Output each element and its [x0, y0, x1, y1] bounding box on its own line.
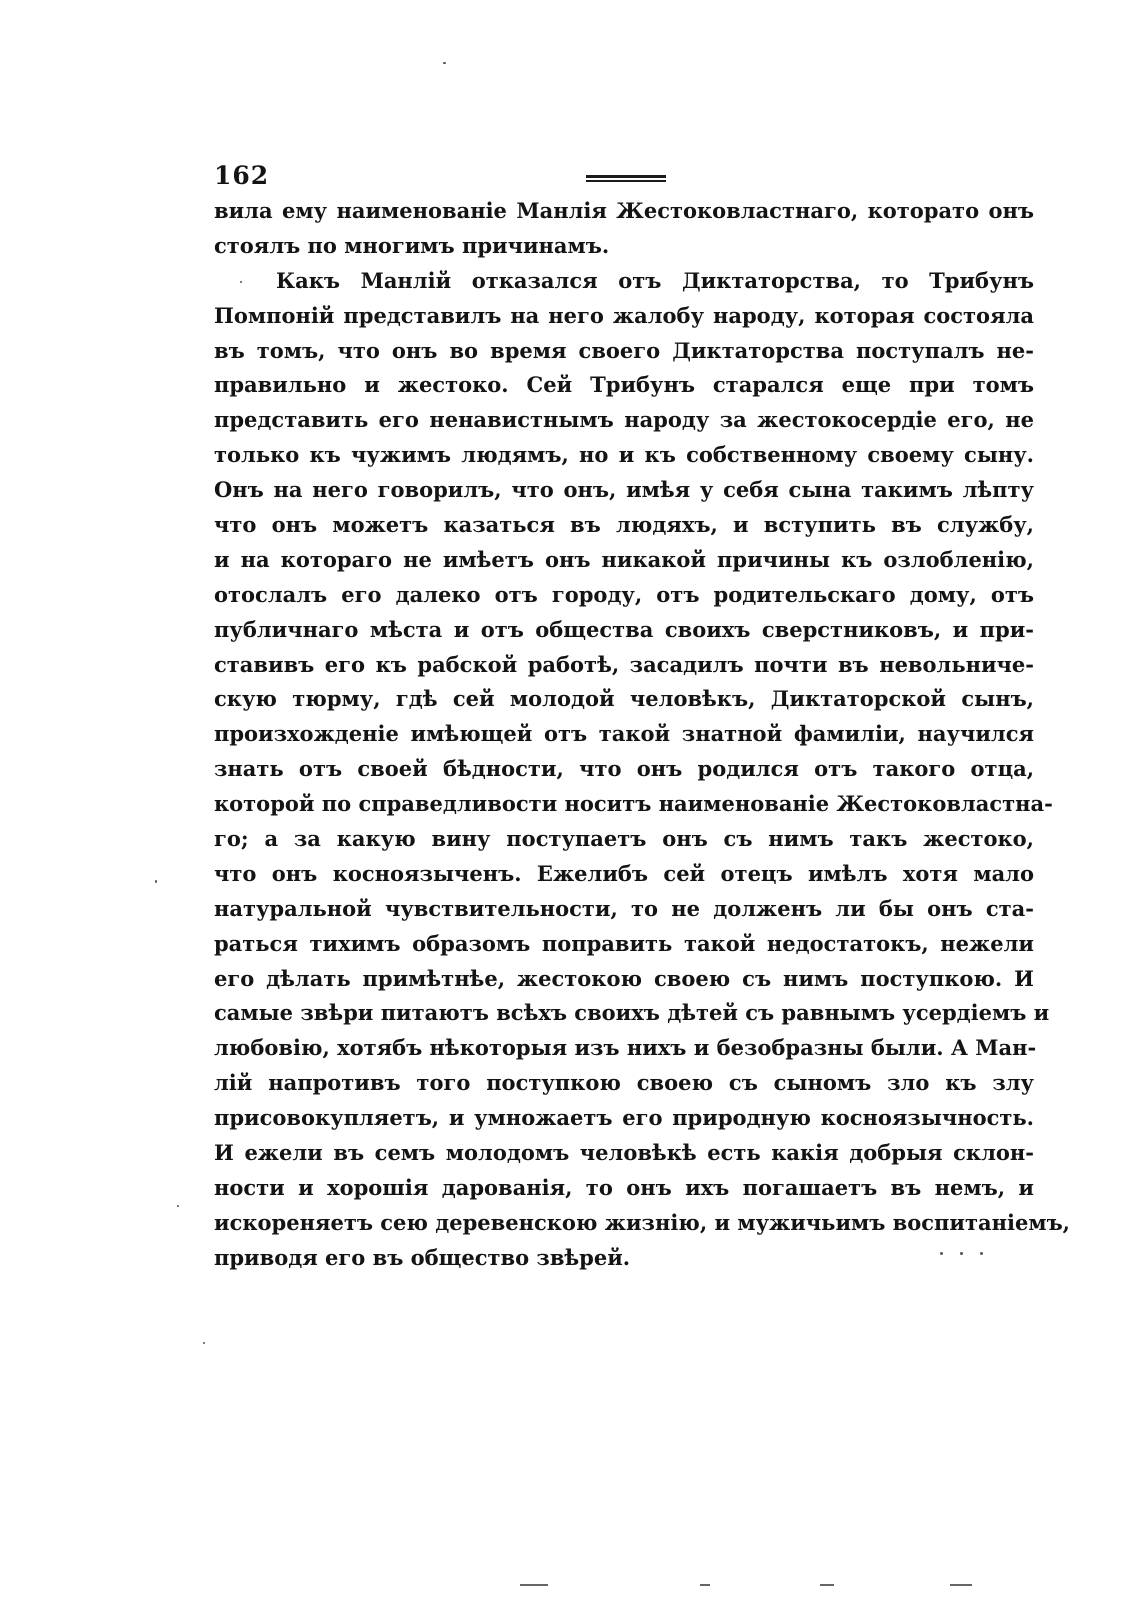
scan-speck — [203, 1342, 205, 1344]
text-line: публичнаго мѣста и отъ общества своихъ сверстниковъ, и при- — [214, 616, 1034, 642]
text-line: въ томъ, что онъ во время своего Диктаторства поступалъ не- — [214, 337, 1034, 363]
scan-speck — [240, 281, 242, 283]
text-line: которой по справедливости носитъ наименованіе Жестоковластна- — [214, 791, 1053, 817]
text-line: Помпоній представилъ на него жалобу народу, которая состояла — [214, 302, 1034, 328]
text-line: что онъ косноязыченъ. Ежелибъ сей отецъ имѣлъ хотя мало — [214, 860, 1034, 886]
text-line: лій напротивъ того поступкою своею съ сыномъ зло къ злу — [214, 1070, 1034, 1096]
footer-mark — [700, 1584, 710, 1586]
text-line: раться тихимъ образомъ поправить такой недостатокъ, нежели — [214, 930, 1034, 956]
header-ornament-rule — [586, 175, 666, 182]
text-line: вила ему наименованіе Манлія Жестоковластнаго, которато онъ — [214, 198, 1034, 223]
scan-speck — [980, 1252, 983, 1255]
text-line: Какъ Манлій отказался отъ Диктаторства, то Трибунъ — [276, 267, 1034, 293]
scan-speck — [960, 1252, 963, 1255]
text-line: го; а за какую вину поступаетъ онъ съ нимъ такъ жестоко, — [214, 826, 1034, 852]
footer-mark — [950, 1584, 972, 1586]
text-line: самые звѣри питаютъ всѣхъ своихъ дѣтей съ равнымъ усердіемъ и — [214, 1000, 1050, 1026]
text-line: знать отъ своей бѣдности, что онъ родился отъ такого отца, — [214, 756, 1034, 782]
text-line: что онъ можетъ казаться въ людяхъ, и вступить въ службу, — [214, 512, 1034, 538]
text-line: только къ чужимъ людямъ, но и къ собственному своему сыну. — [214, 442, 1034, 468]
page-footer-marks — [520, 1584, 990, 1588]
text-line: стоялъ по многимъ причинамъ. — [214, 232, 610, 258]
text-line: произхожденіе имѣющей отъ такой знатной фамиліи, научился — [214, 721, 1034, 747]
page-number: 162 — [214, 161, 270, 190]
text-line: и на котораго не имѣетъ онъ никакой причины къ озлобленію, — [214, 546, 1034, 572]
page-body-text — [214, 194, 1070, 1276]
text-line: любовію, хотябъ нѣкоторыя изъ нихъ и безобразны были. А Ман- — [214, 1035, 1037, 1061]
text-line: ности и хорошія дарованія, то онъ ихъ погашаетъ въ немъ, и — [214, 1174, 1034, 1200]
text-line: присовокупляетъ, и умножаетъ его природную косноязычность. — [214, 1105, 1034, 1131]
scan-speck — [177, 1205, 179, 1207]
text-line: представить его ненавистнымъ народу за жестокосердіе его, не — [214, 407, 1034, 433]
text-line: И ежели въ семъ молодомъ человѣкѣ есть какія добрыя склон- — [214, 1140, 1034, 1166]
text-line: искореняетъ сею деревенскою жизнію, и мужичьимъ воспитаніемъ, — [214, 1209, 1070, 1235]
text-line: приводя его въ общество звѣрей. — [214, 1244, 631, 1270]
footer-mark — [520, 1584, 548, 1586]
scan-speck — [155, 880, 157, 883]
text-line: отослалъ его далеко отъ городу, отъ родительскаго дому, отъ — [214, 581, 1034, 607]
page-header — [214, 161, 1034, 197]
text-line: его дѣлать примѣтнѣе, жестокою своею съ нимъ поступкою. И — [214, 965, 1034, 991]
text-line: натуральной чувствительности, то не долженъ ли бы онъ ста- — [214, 895, 1034, 921]
scan-speck — [443, 62, 446, 64]
text-line: правильно и жестоко. Сей Трибунъ старался еще при томъ — [214, 372, 1034, 398]
footer-mark — [820, 1584, 834, 1586]
text-line: Онъ на него говорилъ, что онъ, имѣя у себя сына такимъ лѣпту — [214, 477, 1034, 503]
scan-speck — [940, 1252, 943, 1255]
text-line: ставивъ его къ рабской работѣ, засадилъ почти въ невольниче- — [214, 651, 1034, 677]
text-line: скую тюрму, гдѣ сей молодой человѣкъ, Диктаторской сынъ, — [214, 686, 1034, 712]
